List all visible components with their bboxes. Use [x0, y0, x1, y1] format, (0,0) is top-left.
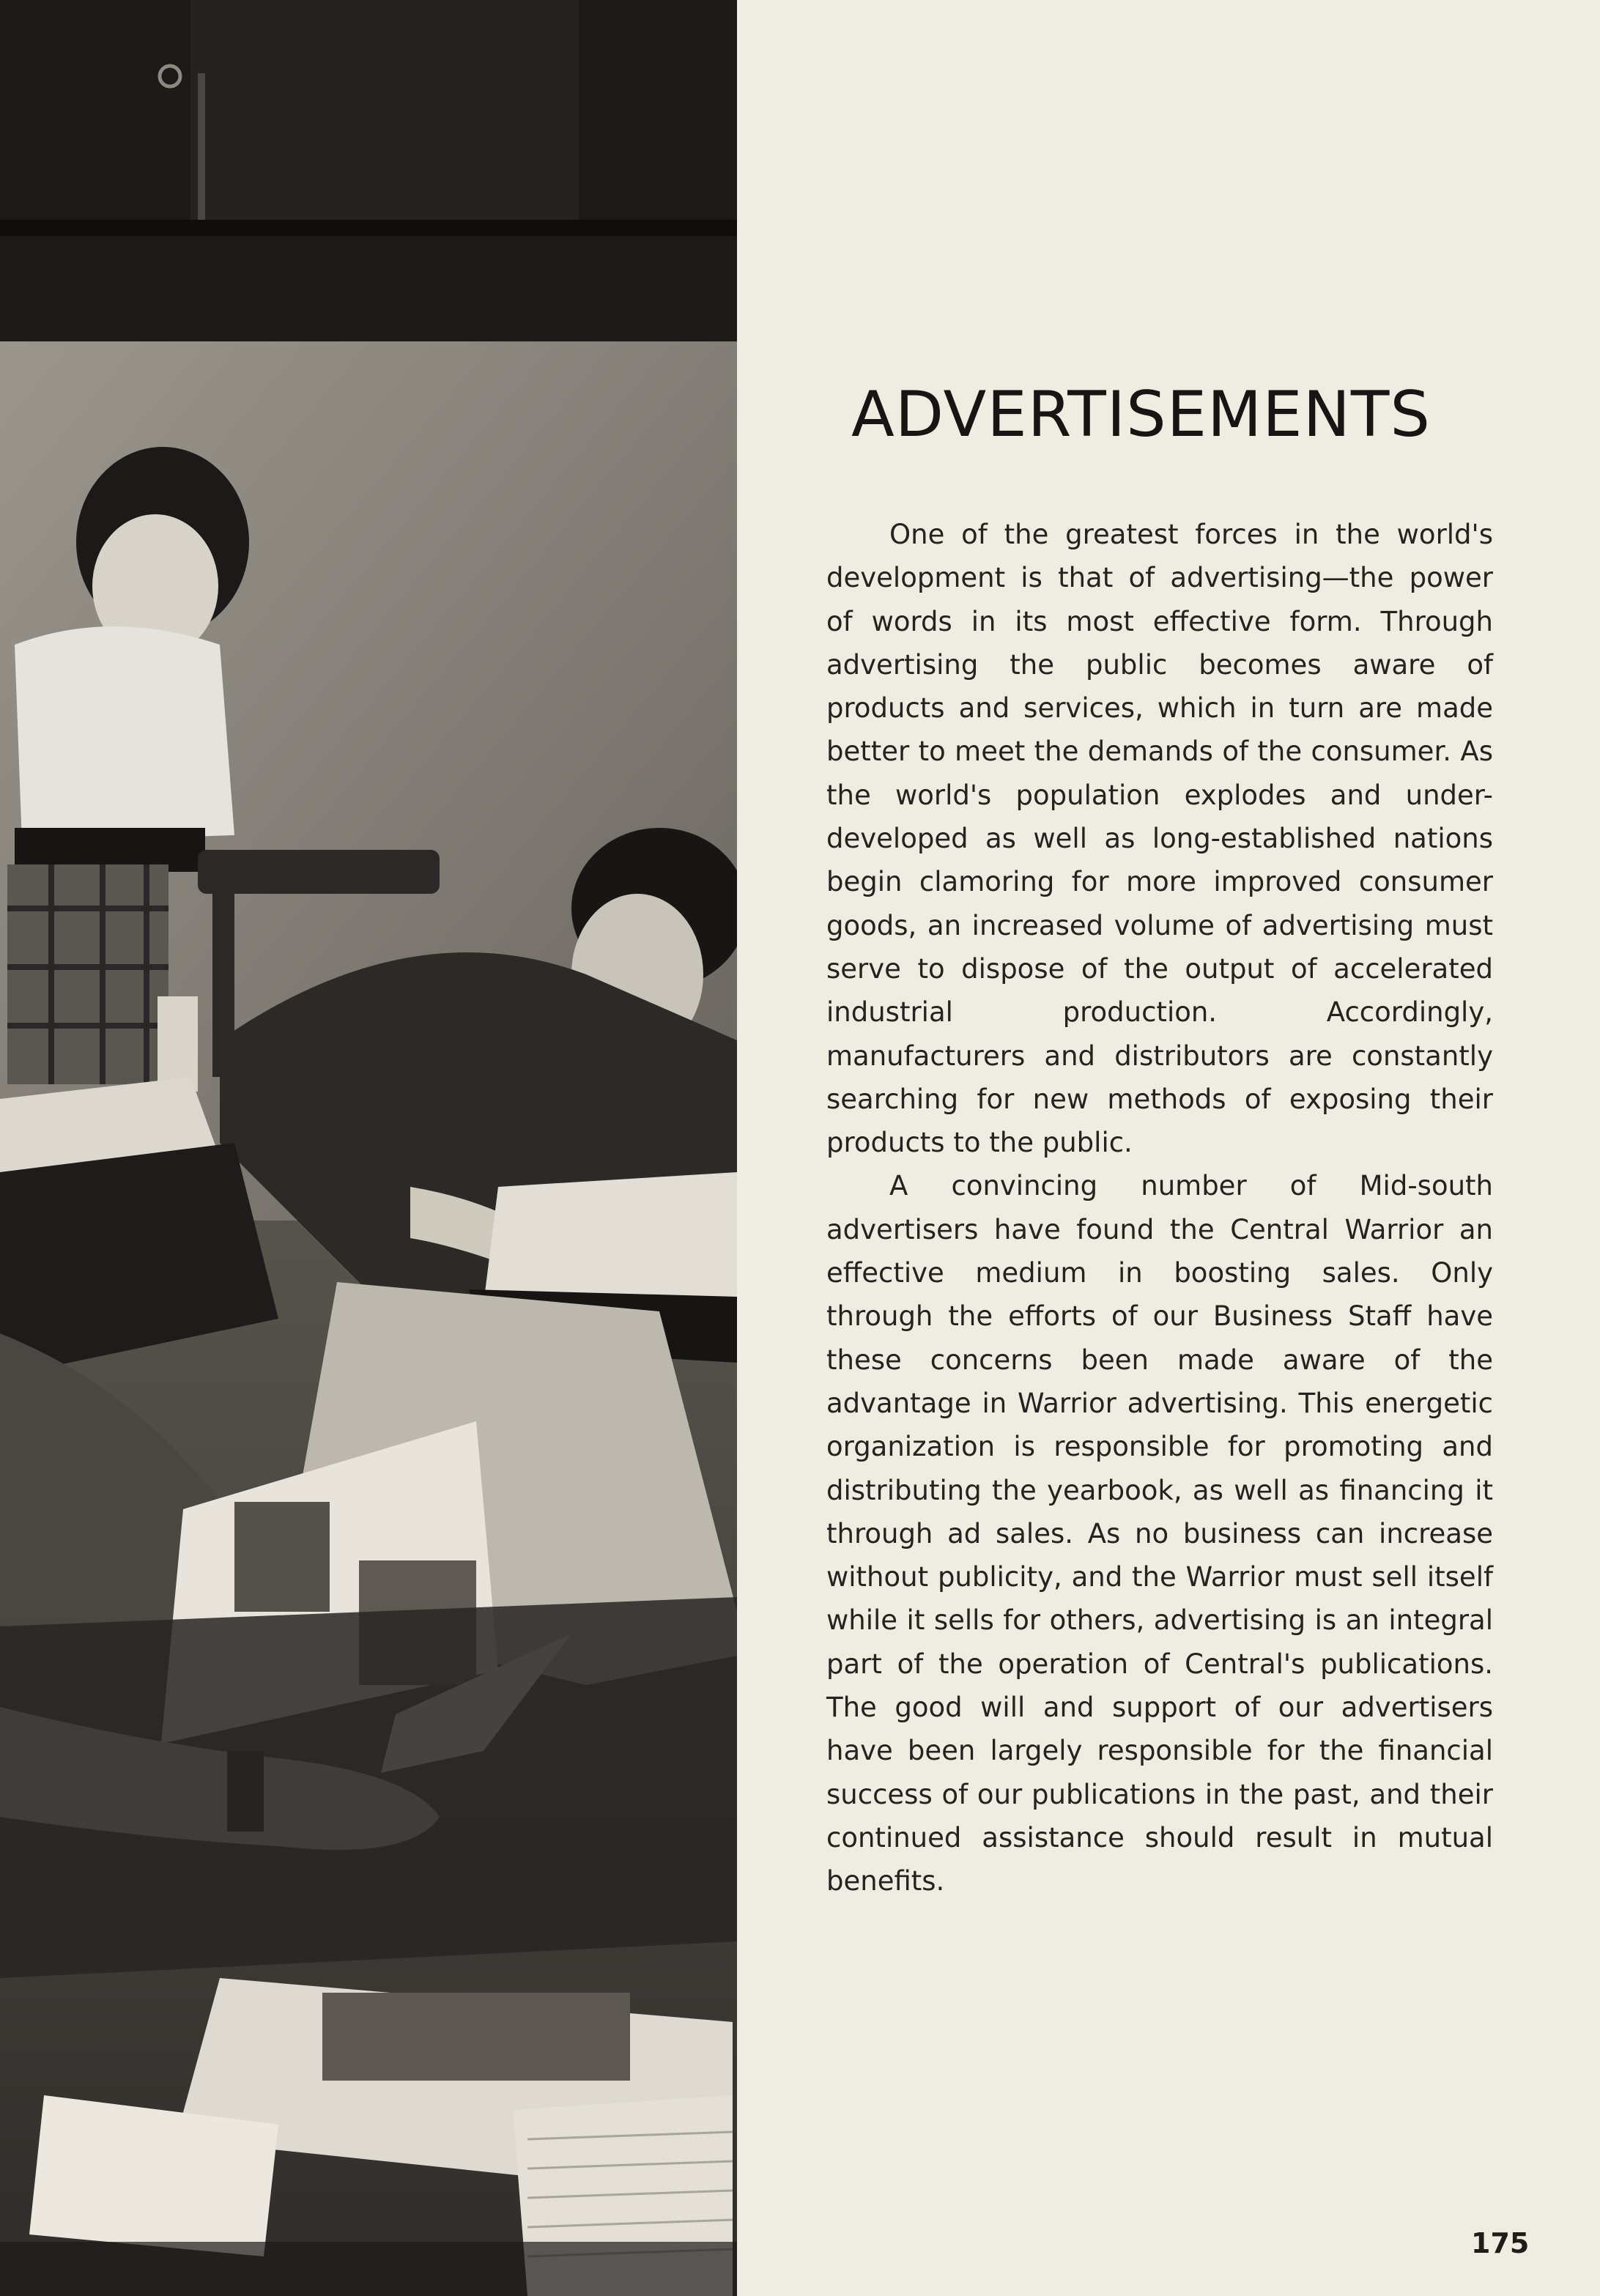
paragraph-1: One of the greatest forces in the world's development is that of advertising—the power of words in its most effective form. Through advertising the public becomes aware of products and services, which in turn are made better to meet the demands of the consumer. As the world's population explodes and under-developed as well as long-established nations begin clamoring for more improved consumer goods, an increased volume of advertising must serve to dispose of the output of accelerated industrial production. Accordingly, manufacturers and distributors are constantly searching for new methods of exposing their products to the public. [826, 519, 1493, 1159]
window-frame-bar [198, 73, 205, 220]
desk-lower [0, 1597, 737, 1978]
desk-left [0, 1143, 278, 1377]
paragraph-2: A convincing number of Mid-south advertisers have found the Central Warrior an effective medium in boosting sales. Only through the efforts of our Business Staff have these concerns been made aware of the advantage in Warrior advertising. This energetic organization is responsible for promoting and distributing the yearbook, as well as financing it through ad sales. As no business can increase without publicity, and the Warrior must sell itself while it sells for others, advertising is an integral part of the operation of Central's publications. The good will and support of our advertisers have been largely responsible for the financial success of our publications in the past, and their continued assistance should result in mutual benefits. [826, 1170, 1493, 1897]
page-title: ADVERTISEMENTS [851, 378, 1432, 451]
classroom-photo [0, 0, 737, 2296]
yearbook-photo-1 [234, 1502, 330, 1612]
classroom-photo-illustration [0, 0, 737, 2296]
photo-bottom-shadow [0, 2242, 737, 2296]
girl-white-blouse [15, 626, 234, 843]
window-pane [190, 0, 579, 220]
page-number: 175 [1471, 2227, 1530, 2259]
newspaper-photo [322, 1993, 630, 2081]
article-column [737, 0, 1600, 2296]
girl-arm [158, 996, 198, 1092]
article-body [826, 513, 1493, 1903]
window-ledge [0, 220, 737, 236]
